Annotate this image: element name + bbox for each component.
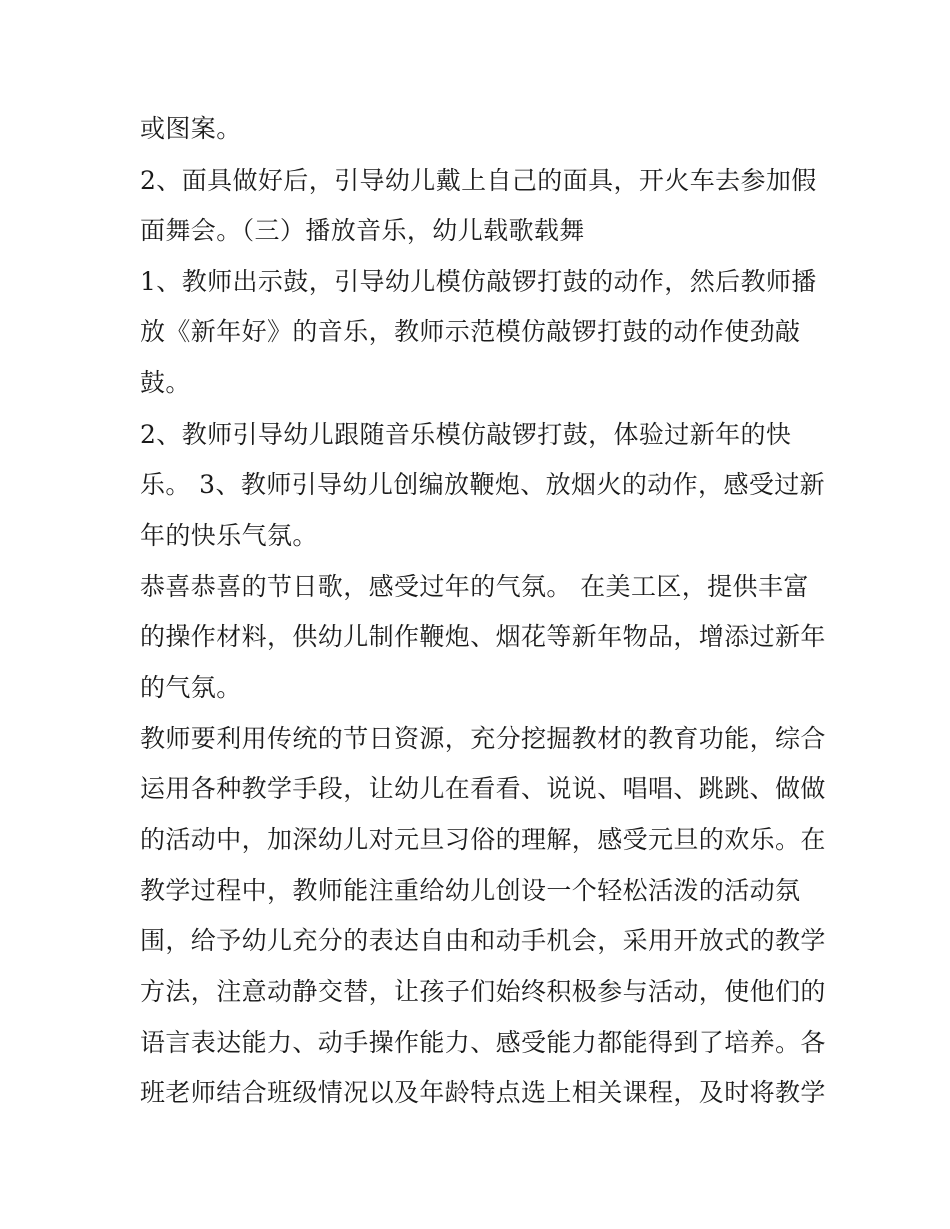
text-line: 的活动中，加深幼儿对元旦习俗的理解，感受元旦的欢乐。在 [140,825,826,854]
text-line: 班老师结合班级情况以及年龄特点选上相关课程，及时将教学 [140,1078,826,1107]
text-line: 的操作材料，供幼儿制作鞭炮、烟花等新年物品，增添过新年 [140,622,826,651]
text-line: 教学过程中，教师能注重给幼儿创设一个轻松活泼的活动氛 [140,876,801,905]
text-line: 2、教师引导幼儿跟随音乐模仿敲锣打鼓，体验过新年的快 [140,420,792,449]
text-line: 乐。 3、教师引导幼儿创编放鞭炮、放烟火的动作，感受过新 [140,470,826,499]
text-line: 鼓。 [140,368,191,397]
text-line: 年的快乐气氛。 [140,521,318,550]
text-line: 围，给予幼儿充分的表达自由和动手机会，采用开放式的教学 [140,926,826,955]
text-line: 放《新年好》的音乐，教师示范模仿敲锣打鼓的动作使劲敲 [140,317,801,346]
text-line: 1、教师出示鼓，引导幼儿模仿敲锣打鼓的动作，然后教师播 [140,267,817,296]
text-line: 2、面具做好后，引导幼儿戴上自己的面具，开火车去参加假 [140,166,817,195]
text-line: 面舞会。（三）播放音乐，幼儿载歌载舞 [140,216,585,245]
text-line: 运用各种教学手段，让幼儿在看看、说说、唱唱、跳跳、做做 [140,774,826,803]
text-line: 教师要利用传统的节日资源，充分挖掘教材的教育功能，综合 [140,724,826,753]
text-line: 或图案。 [140,114,242,143]
text-line: 方法，注意动静交替，让孩子们始终积极参与活动，使他们的 [140,977,826,1006]
text-line: 的气氛。 [140,673,242,702]
text-line: 语言表达能力、动手操作能力、感受能力都能得到了培养。各 [140,1028,826,1057]
text-line: 恭喜恭喜的节日歌，感受过年的气氛。 在美工区，提供丰富 [140,572,809,601]
